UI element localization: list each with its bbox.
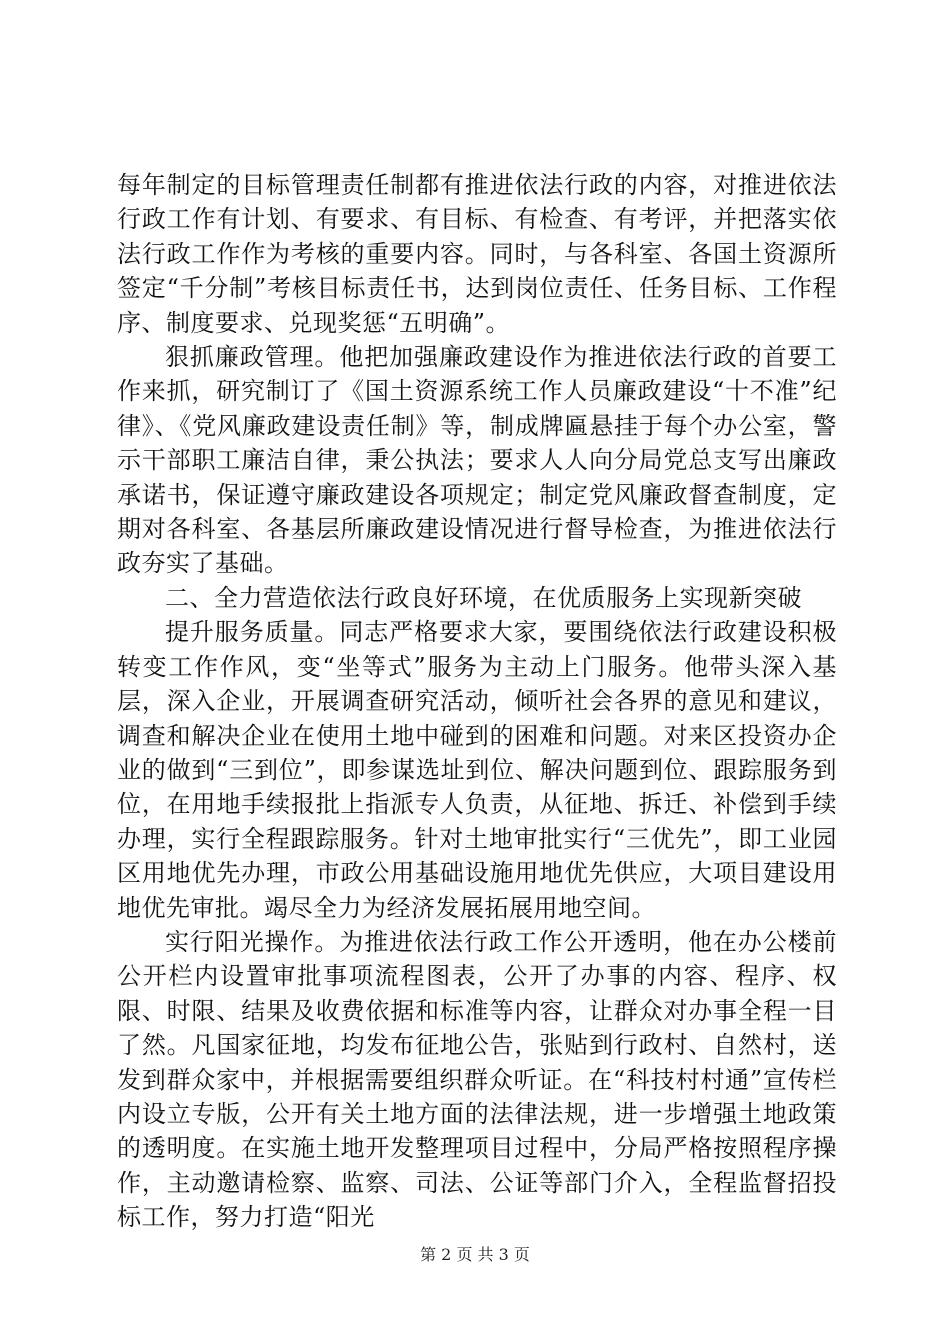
page-number-footer: 第 2 页 共 3 页 [420, 1245, 530, 1264]
body-paragraph-continued: 每年制定的目标管理责任制都有推进依法行政的内容，对推进依法行政工作有计划、有要求、有目标、有检查、有考评，并把落实依法行政工作作为考核的重要内容。同时，与各科室、各国土资源所签定“千分制”考核目标责任书，达到岗位责任、任务目标、工作程序、制度要求、兑现奖惩“五明确”。 [117, 171, 837, 337]
body-paragraph-service-quality: 提升服务质量。同志严格要求大家，要围绕依法行政建设积极转变工作作风，变“坐等式”服务为主动上门服务。他带头深入基层，深入企业，开展调查研究活动，倾听社会各界的意见和建议，调查和解决企业在使用土地中碰到的困难和问题。对来区投资办企业的做到“三到位”，即参谋选址到位、解决问题到位、跟踪服务到位，在用地手续报批上指派专人负责，从征地、拆迁、补偿到手续办理，实行全程跟踪服务。针对土地审批实行“三优先”，即工业园区用地优先办理，市政公用基础设施用地优先供应，大项目建设用地优先审批。竭尽全力为经济发展拓展用地空间。 [117, 618, 837, 922]
document-body [117, 168, 837, 1235]
section-heading: 二、全力营造依法行政良好环境，在优质服务上实现新突破 [165, 583, 802, 612]
body-paragraph-transparent-operation: 实行阳光操作。为推进依法行政工作公开透明，他在办公楼前公开栏内设置审批事项流程图表，公开了办事的内容、程序、权限、时限、结果及收费依据和标准等内容，让群众对办事全程一目了然。凡国家征地，均发布征地公告，张贴到行政村、自然村，送发到群众家中，并根据需要组织群众听证。在“科技村村通”宣传栏内设立专版，公开有关土地方面的法律法规，进一步增强土地政策的透明度。在实施土地开发整理项目过程中，分局严格按照程序操作，主动邀请检察、监察、司法、公证等部门介入，全程监督招投标工作，努力打造“阳光 [117, 927, 837, 1232]
body-paragraph-integrity-management: 狠抓廉政管理。他把加强廉政建设作为推进依法行政的首要工作来抓，研究制订了《国土资源系统工作人员廉政建设“十不准”纪律》、《党风廉政建设责任制》等，制成牌匾悬挂于每个办公室，警示干部职工廉洁自律，秉公执法；要求人人向分局党总支写出廉政承诺书，保证遵守廉政建设各项规定；制定党风廉政督查制度，定期对各科室、各基层所廉政建设情况进行督导检查，为推进依法行政夯实了基础。 [117, 343, 837, 578]
